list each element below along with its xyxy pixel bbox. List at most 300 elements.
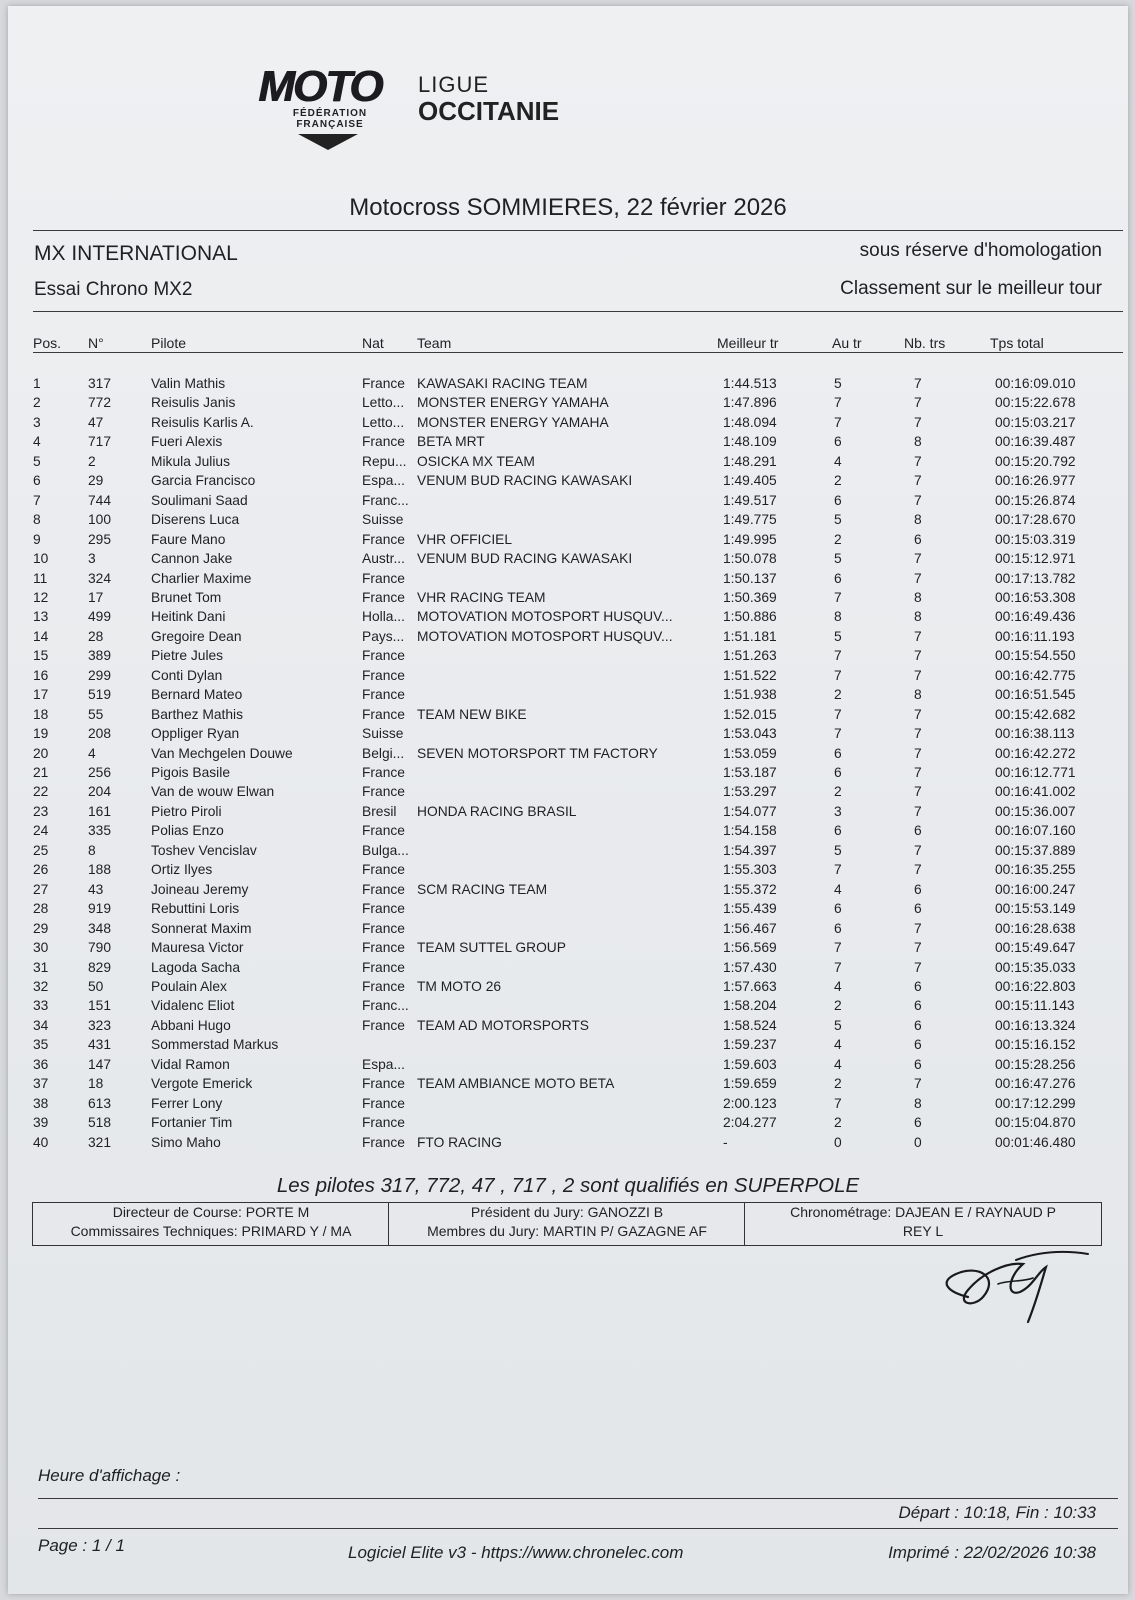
cell-best: 1:50.137 (723, 570, 777, 586)
cell-au: 2 (834, 531, 842, 547)
cell-num: 151 (88, 998, 112, 1014)
cell-num: 4 (88, 745, 96, 761)
cell-pos: 20 (33, 745, 49, 761)
cell-num: 256 (88, 765, 112, 780)
results-sheet (8, 6, 1128, 1594)
cell-total: 00:16:12.771 (995, 765, 1076, 780)
cell-total: 00:16:00.247 (995, 881, 1076, 897)
col-nb: Nb. trs (904, 335, 946, 351)
cell-nb: 7 (914, 784, 922, 800)
cell-num: 321 (88, 1134, 112, 1150)
table-row (8, 1016, 1128, 1036)
table-row (8, 1035, 1128, 1055)
cell-pos: 1 (33, 376, 41, 391)
cell-num: 188 (88, 862, 112, 878)
page-number: Page : 1 / 1 (38, 1536, 125, 1555)
cell-nat: France (362, 959, 405, 975)
cell-au: 8 (834, 609, 842, 625)
table-row (8, 646, 1128, 666)
cell-pilote: Reisulis Karlis A. (151, 414, 254, 430)
cell-nb: 7 (914, 1076, 922, 1092)
officials-jury (388, 1202, 745, 1246)
cell-nat: Pays... (362, 628, 405, 644)
cell-best: 1:58.204 (723, 998, 777, 1014)
cell-pos: 33 (33, 998, 49, 1014)
cell-au: 6 (834, 570, 842, 586)
header-divider (33, 311, 1123, 312)
cell-total: 00:16:07.160 (995, 823, 1076, 839)
cell-nat: France (362, 862, 405, 878)
cell-num: 147 (88, 1056, 112, 1072)
cell-best: 1:54.077 (723, 803, 777, 819)
cell-pos: 36 (33, 1056, 49, 1072)
cell-nat: France (362, 648, 405, 664)
cell-nat: France (362, 920, 405, 936)
cell-nb: 7 (914, 570, 922, 586)
cell-pilote: Cannon Jake (151, 551, 233, 567)
cell-nat: Bulga... (362, 842, 409, 858)
cell-total: 00:01:46.480 (995, 1134, 1076, 1150)
cell-total: 00:15:11.143 (995, 998, 1075, 1014)
table-row (8, 374, 1128, 394)
cell-nb: 7 (914, 492, 922, 508)
cell-num: 499 (88, 609, 112, 625)
col-nat: Nat (362, 335, 384, 351)
cell-team: OSICKA MX TEAM (417, 453, 535, 469)
cell-nat: Suisse (362, 512, 404, 528)
cell-nat: Holla... (362, 609, 405, 625)
cell-pos: 34 (33, 1017, 49, 1033)
table-row (8, 860, 1128, 880)
cell-best: 1:44.513 (723, 376, 777, 391)
cell-best: 1:49.405 (723, 473, 777, 489)
cell-pos: 24 (33, 823, 49, 839)
cell-team: TEAM AMBIANCE MOTO BETA (417, 1076, 615, 1092)
cell-nb: 6 (914, 978, 922, 994)
cell-nb: 7 (914, 667, 922, 683)
cell-pos: 38 (33, 1095, 49, 1111)
cell-total: 00:15:04.870 (995, 1115, 1076, 1131)
cell-nat: France (362, 765, 405, 780)
cell-nb: 7 (914, 706, 922, 722)
cell-best: 1:55.372 (723, 881, 777, 897)
cell-nat: France (362, 434, 405, 450)
cell-pilote: Van Mechgelen Douwe (151, 745, 293, 761)
cell-num: 317 (88, 376, 112, 391)
cell-team: MONSTER ENERGY YAMAHA (417, 395, 609, 411)
cell-nb: 6 (914, 901, 922, 917)
cell-nat: France (362, 667, 405, 683)
cell-pos: 16 (33, 667, 49, 683)
cell-total: 00:15:49.647 (995, 940, 1076, 956)
cell-au: 2 (834, 473, 842, 489)
cell-total: 00:16:41.002 (995, 784, 1076, 800)
cell-total: 00:15:22.678 (995, 395, 1076, 411)
col-best: Meilleur tr (717, 335, 779, 351)
cell-au: 5 (834, 512, 842, 528)
cell-best: 1:49.775 (723, 512, 777, 528)
cell-au: 7 (834, 726, 842, 742)
logo-moto-text: MOTO (258, 62, 382, 111)
cell-num: 55 (88, 706, 104, 722)
logo-federation (276, 108, 384, 130)
cell-pilote: Diserens Luca (151, 512, 240, 528)
table-row (8, 432, 1128, 452)
cell-nat: Franc... (362, 998, 409, 1014)
cell-nb: 7 (914, 726, 922, 742)
cell-total: 00:16:53.308 (995, 589, 1076, 605)
logo-region: OCCITANIE (418, 96, 560, 126)
cell-nb: 7 (914, 862, 922, 878)
cell-team: FTO RACING (417, 1134, 502, 1150)
cell-pilote: Vidal Ramon (151, 1056, 230, 1072)
president-jury: Président du Jury: GANOZZI B (470, 1204, 664, 1220)
cell-best: 2:00.123 (723, 1095, 777, 1111)
cell-num: 348 (88, 920, 112, 936)
cell-num: 299 (88, 667, 112, 683)
cell-au: 7 (834, 940, 842, 956)
cell-pos: 12 (33, 589, 49, 605)
cell-pos: 37 (33, 1076, 49, 1092)
cell-nat: France (362, 376, 405, 391)
cell-au: 5 (834, 842, 842, 858)
cell-pilote: Joineau Jeremy (151, 881, 249, 897)
cell-best: 1:51.181 (723, 628, 777, 644)
cell-total: 00:15:16.152 (995, 1037, 1076, 1053)
cell-pilote: Garcia Francisco (151, 473, 256, 489)
cell-best: 1:52.015 (723, 706, 777, 722)
cell-nb: 7 (914, 745, 922, 761)
cell-total: 00:16:11.193 (995, 628, 1075, 644)
ffm-ligue-logo (258, 54, 598, 159)
cell-team: SEVEN MOTORSPORT TM FACTORY (417, 745, 658, 761)
cell-pos: 10 (33, 551, 49, 567)
cell-team: VENUM BUD RACING KAWASAKI (417, 551, 633, 567)
cell-nat: France (362, 1115, 405, 1131)
cell-au: 4 (834, 1037, 842, 1053)
cell-nat: Austr... (362, 551, 405, 567)
chronometrage-line2: REY L (902, 1223, 944, 1239)
table-row (8, 1074, 1128, 1094)
printed-timestamp: Imprimé : 22/02/2026 10:38 (888, 1543, 1096, 1562)
cell-total: 00:15:37.889 (995, 842, 1076, 858)
cell-pos: 27 (33, 881, 49, 897)
cell-au: 4 (834, 881, 842, 897)
cell-num: 8 (88, 842, 96, 858)
cell-total: 00:15:53.149 (995, 901, 1076, 917)
cell-nb: 7 (914, 453, 922, 469)
cell-pos: 28 (33, 901, 49, 917)
cell-au: 6 (834, 920, 842, 936)
table-row (8, 471, 1128, 491)
footer-divider-2 (38, 1528, 1118, 1529)
cell-au: 2 (834, 998, 842, 1014)
cell-nb: 7 (914, 920, 922, 936)
cell-num: 47 (88, 414, 104, 430)
cell-pilote: Reisulis Janis (151, 395, 236, 411)
cell-pos: 5 (33, 453, 41, 469)
cell-team: SCM RACING TEAM (417, 881, 548, 897)
cell-nat: France (362, 978, 405, 994)
table-row (8, 958, 1128, 978)
col-pos: Pos. (33, 335, 62, 351)
cell-best: 1:51.938 (723, 687, 777, 703)
cell-pos: 31 (33, 959, 49, 975)
cell-nb: 7 (914, 376, 922, 391)
table-row (8, 938, 1128, 958)
table-row (8, 666, 1128, 686)
table-row (8, 880, 1128, 900)
cell-au: 3 (834, 803, 842, 819)
cell-nat: France (362, 940, 405, 956)
cell-nb: 7 (914, 765, 922, 780)
cell-pos: 2 (33, 395, 41, 411)
cell-num: 772 (88, 395, 112, 411)
cell-nat: France (362, 589, 405, 605)
cell-num: 324 (88, 570, 112, 586)
cell-total: 00:17:13.782 (995, 570, 1076, 586)
table-header-divider (33, 352, 1123, 353)
cell-nb: 6 (914, 881, 922, 897)
cell-best: 1:58.524 (723, 1017, 777, 1033)
cell-nat: France (362, 687, 405, 703)
cell-best: 1:50.886 (723, 609, 777, 625)
cell-total: 00:15:28.256 (995, 1056, 1076, 1072)
cell-best: 1:51.263 (723, 648, 777, 664)
cell-pilote: Soulimani Saad (151, 492, 248, 508)
cell-num: 613 (88, 1095, 112, 1111)
cell-pos: 17 (33, 687, 49, 703)
cell-nat: France (362, 1076, 405, 1092)
table-row (8, 549, 1128, 569)
cell-pos: 18 (33, 706, 49, 722)
cell-best: 1:53.297 (723, 784, 777, 800)
cell-au: 6 (834, 823, 842, 839)
cell-nb: 6 (914, 531, 922, 547)
cell-au: 6 (834, 745, 842, 761)
cell-best: 1:56.569 (723, 940, 777, 956)
logo-federation-line1: FÉDÉRATION (292, 108, 368, 119)
cell-nat: France (362, 901, 405, 917)
cell-best: 1:59.237 (723, 1037, 777, 1053)
cell-best: 1:48.291 (723, 453, 777, 469)
cell-total: 00:15:36.007 (995, 803, 1076, 819)
cell-nat: Franc... (362, 492, 409, 508)
table-row (8, 393, 1128, 413)
cell-pilote: Van de wouw Elwan (151, 784, 275, 800)
cell-pos: 40 (33, 1134, 49, 1150)
cell-nb: 7 (914, 648, 922, 664)
cell-num: 295 (88, 531, 112, 547)
cell-pilote: Simo Maho (151, 1134, 221, 1150)
table-row (8, 744, 1128, 764)
cell-num: 335 (88, 823, 112, 839)
cell-num: 519 (88, 687, 112, 703)
cell-pos: 19 (33, 726, 49, 742)
cell-best: 1:53.043 (723, 726, 777, 742)
cell-num: 2 (88, 453, 96, 469)
cell-pos: 3 (33, 414, 41, 430)
cell-best: 1:59.659 (723, 1076, 777, 1092)
table-row (8, 996, 1128, 1016)
cell-num: 518 (88, 1115, 112, 1131)
cell-pos: 26 (33, 862, 49, 878)
cell-au: 5 (834, 1017, 842, 1033)
cell-nb: 7 (914, 551, 922, 567)
cell-pos: 25 (33, 842, 49, 858)
cell-nb: 7 (914, 395, 922, 411)
cell-pilote: Pietre Jules (151, 648, 224, 664)
cell-team: HONDA RACING BRASIL (417, 803, 577, 819)
cell-au: 2 (834, 1115, 842, 1131)
officials-box (32, 1202, 1112, 1246)
cell-total: 00:15:54.550 (995, 648, 1076, 664)
table-row (8, 802, 1128, 822)
cell-nb: 8 (914, 512, 922, 528)
cell-pilote: Oppliger Ryan (151, 726, 240, 742)
table-row (8, 588, 1128, 608)
cell-pos: 21 (33, 765, 49, 780)
cell-total: 00:16:49.436 (995, 609, 1076, 625)
cell-nb: 0 (914, 1134, 922, 1150)
cell-best: 1:54.158 (723, 823, 777, 839)
cell-au: 7 (834, 1095, 842, 1111)
cell-nb: 6 (914, 1115, 922, 1131)
cell-total: 00:15:12.971 (995, 551, 1076, 567)
table-row (8, 510, 1128, 530)
cell-nat: Bresil (362, 803, 397, 819)
col-pilote: Pilote (151, 335, 187, 351)
membres-jury: Membres du Jury: MARTIN P/ GAZAGNE AF (427, 1223, 707, 1239)
cell-pilote: Pietro Piroli (151, 803, 222, 819)
cell-pilote: Valin Mathis (151, 376, 226, 391)
cell-best: 1:48.109 (723, 434, 777, 450)
cell-nat: Suisse (362, 726, 404, 742)
cell-team: TM MOTO 26 (417, 978, 502, 994)
cell-pos: 29 (33, 920, 49, 936)
cell-pilote: Poulain Alex (151, 978, 227, 994)
cell-num: 919 (88, 901, 112, 917)
cell-nat: France (362, 1134, 405, 1150)
cell-num: 744 (88, 492, 112, 508)
cell-total: 00:15:03.319 (995, 531, 1076, 547)
cell-pilote: Brunet Tom (151, 589, 222, 605)
cell-pos: 6 (33, 473, 41, 489)
cell-team: MONSTER ENERGY YAMAHA (417, 414, 609, 430)
cell-pos: 4 (33, 434, 41, 450)
cell-pilote: Gregoire Dean (151, 628, 242, 644)
cell-best: 2:04.277 (723, 1115, 777, 1131)
cell-num: 829 (88, 959, 112, 975)
cell-team: TEAM SUTTEL GROUP (417, 940, 566, 956)
results-table-header (8, 334, 1128, 354)
cell-num: 50 (88, 978, 104, 994)
cell-num: 389 (88, 648, 112, 664)
cell-au: 6 (834, 434, 842, 450)
cell-best: 1:53.187 (723, 765, 777, 780)
cell-team: VHR RACING TEAM (417, 589, 546, 605)
cell-total: 00:16:28.638 (995, 920, 1076, 936)
col-num: N° (88, 335, 104, 351)
cell-pos: 22 (33, 784, 49, 800)
cell-pilote: Polias Enzo (151, 823, 224, 839)
cell-pilote: Pigois Basile (151, 765, 230, 780)
cell-num: 28 (88, 628, 104, 644)
table-row (8, 413, 1128, 433)
cell-team: VENUM BUD RACING KAWASAKI (417, 473, 633, 489)
cell-nb: 6 (914, 823, 922, 839)
cell-pilote: Vergote Emerick (151, 1076, 253, 1092)
cell-pos: 23 (33, 803, 49, 819)
cell-pilote: Fortanier Tim (151, 1115, 233, 1131)
cell-pilote: Toshev Vencislav (151, 842, 257, 858)
table-row (8, 977, 1128, 997)
cell-nat: Letto... (362, 414, 405, 430)
table-row (8, 763, 1128, 783)
cell-total: 00:15:42.682 (995, 706, 1076, 722)
logo-ligue: LIGUE (418, 72, 490, 97)
cell-total: 00:17:28.670 (995, 512, 1076, 528)
cell-au: 2 (834, 687, 842, 703)
cell-total: 00:17:12.299 (995, 1095, 1076, 1111)
cell-num: 18 (88, 1076, 104, 1092)
cell-nb: 8 (914, 1095, 922, 1111)
cell-nb: 6 (914, 1037, 922, 1053)
cell-num: 204 (88, 784, 112, 800)
cell-nb: 7 (914, 940, 922, 956)
table-row (8, 821, 1128, 841)
cell-total: 00:16:13.324 (995, 1017, 1076, 1033)
cell-nat: France (362, 1095, 405, 1111)
table-row (8, 491, 1128, 511)
superpole-note: Les pilotes 317, 772, 47 , 717 , 2 sont qualifiés en SUPERPOLE (276, 1174, 860, 1197)
cell-nb: 8 (914, 434, 922, 450)
cell-num: 100 (88, 512, 112, 528)
commissaires-techniques: Commissaires Techniques: PRIMARD Y / MA (70, 1223, 352, 1239)
cell-num: 17 (88, 589, 104, 605)
cell-pos: 7 (33, 492, 41, 508)
cell-au: 6 (834, 901, 842, 917)
cell-nb: 8 (914, 687, 922, 703)
cell-nb: 8 (914, 589, 922, 605)
col-au: Au tr (832, 335, 862, 351)
cell-best: 1:49.995 (723, 531, 777, 547)
cell-au: 5 (834, 376, 842, 391)
cell-pilote: Ortiz Ilyes (151, 862, 213, 878)
cell-team: MOTOVATION MOTOSPORT HUSQUV... (417, 609, 673, 625)
handwritten-signature (928, 1242, 1098, 1332)
cell-num: 323 (88, 1017, 112, 1033)
cell-au: 5 (834, 628, 842, 644)
cell-nat: Repu... (362, 453, 407, 469)
cell-pilote: Barthez Mathis (151, 706, 244, 722)
cell-nat: Belgi... (362, 745, 405, 761)
chronometrage: Chronométrage: DAJEAN E / RAYNAUD P (790, 1204, 1056, 1220)
cell-nat: France (362, 531, 405, 547)
cell-nb: 7 (914, 959, 922, 975)
logo-chevron-icon (298, 134, 358, 152)
cell-nat: France (362, 784, 405, 800)
heure-affichage: Heure d'affichage : (38, 1466, 181, 1485)
cell-nb: 7 (914, 414, 922, 430)
cell-au: 7 (834, 959, 842, 975)
cell-best: - (723, 1134, 728, 1150)
cell-nat: France (362, 1017, 405, 1033)
cell-au: 2 (834, 784, 842, 800)
cell-team: BETA MRT (417, 434, 485, 450)
table-row (8, 569, 1128, 589)
cell-team: KAWASAKI RACING TEAM (417, 376, 588, 391)
